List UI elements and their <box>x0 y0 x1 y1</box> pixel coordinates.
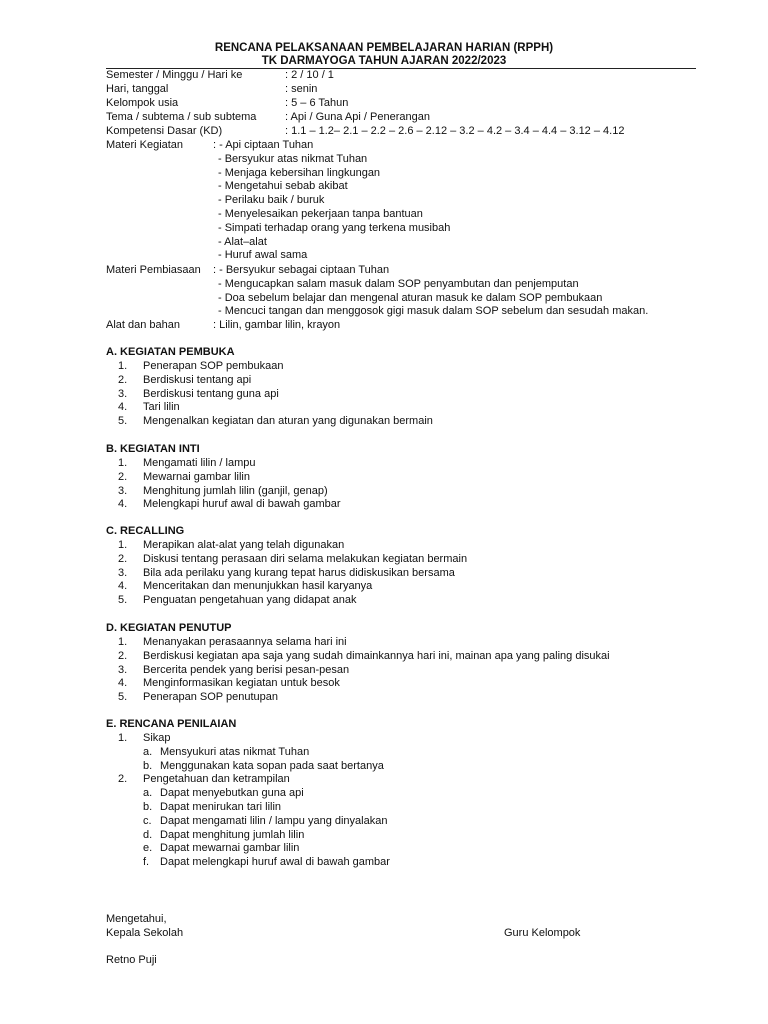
assessment-item: Mensyukuri atas nikmat Tuhan <box>160 745 310 758</box>
list-number: 2. <box>118 649 128 662</box>
assessment-item: Dapat menirukan tari lilin <box>160 801 282 813</box>
assessment-item: Dapat mengamati lilin / lampu yang dinyalakan <box>160 814 388 827</box>
list-number: 3. <box>118 566 128 579</box>
list-number: 2. <box>118 773 128 786</box>
list-number: 5. <box>118 415 128 428</box>
signature-name: Retno Puji <box>106 954 157 966</box>
info-label: Hari, tanggal <box>106 83 169 95</box>
list-letter: a. <box>143 745 153 758</box>
info-label: Kompetensi Dasar (KD) <box>106 125 223 137</box>
list-item: Penerapan SOP pembukaan <box>143 360 284 372</box>
assessment-item: Dapat melengkapi huruf awal di bawah gambar <box>160 856 390 869</box>
materi-kegiatan-label: Materi Kegiatan <box>106 139 184 151</box>
list-number: 2. <box>118 470 128 483</box>
list-item: Menghitung jumlah lilin (ganjil, genap) <box>143 484 328 497</box>
assessment-item: Dapat menghitung jumlah lilin <box>160 828 305 841</box>
info-label: Semester / Minggu / Hari ke <box>106 69 243 81</box>
materi-kegiatan-item: - Perilaku baik / buruk <box>218 194 325 207</box>
list-item: Penerapan SOP penutupan <box>143 691 278 704</box>
list-number: 4. <box>118 498 128 511</box>
materi-pembiasaan-item: : - Bersyukur sebagai ciptaan Tuhan <box>213 264 390 276</box>
materi-kegiatan-item: - Menyelesaikan pekerjaan tanpa bantuan <box>218 208 423 220</box>
list-number: 4. <box>118 401 128 414</box>
list-item: Bila ada perilaku yang kurang tepat harus didiskusikan bersama <box>143 566 455 579</box>
info-label: Tema / subtema / sub subtema <box>106 111 257 123</box>
materi-kegiatan-item: - Huruf awal sama <box>218 249 308 262</box>
section-heading: C. RECALLING <box>106 525 185 537</box>
list-letter: c. <box>143 814 152 827</box>
list-number: 4. <box>118 677 128 690</box>
list-item: Bercerita pendek yang berisi pesan-pesan <box>143 663 350 676</box>
section-heading: A. KEGIATAN PEMBUKA <box>106 346 235 358</box>
list-number: 3. <box>118 387 128 400</box>
materi-pembiasaan-item: - Doa sebelum belajar dan mengenal aturan masuk ke dalam SOP pembukaan <box>218 291 603 304</box>
section-heading: B. KEGIATAN INTI <box>106 443 200 455</box>
list-number: 1. <box>118 732 128 744</box>
list-number: 1. <box>118 457 128 469</box>
alat-bahan-value: : Lilin, gambar lilin, krayon <box>213 319 341 331</box>
list-number: 2. <box>118 552 128 565</box>
list-item: Berdiskusi tentang guna api <box>143 387 279 400</box>
list-letter: d. <box>143 828 153 841</box>
info-value: : Api / Guna Api / Penerangan <box>285 111 430 123</box>
list-letter: f. <box>143 856 150 869</box>
list-item: Tari lilin <box>143 401 180 414</box>
list-number: 5. <box>118 691 128 704</box>
list-number: 3. <box>118 663 128 676</box>
list-number: 2. <box>118 373 128 386</box>
list-number: 1. <box>118 539 128 551</box>
assessment-item: Dapat menyebutkan guna api <box>160 787 304 800</box>
document-subtitle: TK DARMAYOGA TAHUN AJARAN 2022/2023 <box>261 55 507 67</box>
list-item: Mengamati lilin / lampu <box>143 457 256 469</box>
signature-mengetahui: Mengetahui, <box>106 913 167 925</box>
list-number: 1. <box>118 636 128 648</box>
list-number: 3. <box>118 484 128 497</box>
signature-guru-kelompok: Guru Kelompok <box>504 927 581 939</box>
alat-bahan-label: Alat dan bahan <box>106 319 181 331</box>
list-item: Mengenalkan kegiatan dan aturan yang digunakan bermain <box>143 415 433 428</box>
materi-kegiatan-item: - Alat–alat <box>218 235 267 248</box>
materi-pembiasaan-label: Materi Pembiasaan <box>106 264 201 276</box>
materi-kegiatan-item: - Simpati terhadap orang yang terkena musibah <box>218 221 451 234</box>
list-letter: b. <box>143 801 153 813</box>
list-item: Menanyakan perasaannya selama hari ini <box>143 636 347 648</box>
assessment-item: Menggunakan kata sopan pada saat bertanya <box>160 759 384 772</box>
list-item: Melengkapi huruf awal di bawah gambar <box>143 498 341 511</box>
list-letter: e. <box>143 842 153 855</box>
assessment-group-title: Sikap <box>143 732 171 744</box>
assessment-group-title: Pengetahuan dan ketrampilan <box>143 773 290 786</box>
list-item: Mewarnai gambar lilin <box>143 470 250 483</box>
info-value: : 2 / 10 / 1 <box>285 69 334 81</box>
list-item: Berdiskusi kegiatan apa saja yang sudah dimainkannya hari ini, mainan apa yang paling disukai <box>143 649 610 662</box>
list-item: Menceritakan dan menunjukkan hasil karyanya <box>143 580 373 593</box>
list-letter: a. <box>143 787 153 800</box>
materi-pembiasaan-item: - Mengucapkan salam masuk dalam SOP penyambutan dan penjemputan <box>218 277 579 290</box>
info-value: : 1.1 – 1.2– 2.1 – 2.2 – 2.6 – 2.12 – 3.2 – 4.2 – 3.4 – 4.4 – 3.12 – 4.12 <box>285 125 625 137</box>
list-item: Penguatan pengetahuan yang didapat anak <box>143 594 357 607</box>
info-value: : 5 – 6 Tahun <box>285 97 349 109</box>
materi-kegiatan-item: : - Api ciptaan Tuhan <box>213 139 314 151</box>
list-item: Diskusi tentang perasaan diri selama melakukan kegiatan bermain <box>143 552 468 565</box>
list-letter: b. <box>143 759 153 772</box>
materi-pembiasaan-item: - Mencuci tangan dan menggosok gigi masuk dalam SOP sebelum dan sesudah makan. <box>218 305 649 318</box>
list-number: 1. <box>118 360 128 372</box>
list-item: Menginformasikan kegiatan untuk besok <box>143 677 340 690</box>
materi-kegiatan-item: - Mengetahui sebab akibat <box>218 180 348 193</box>
section-heading: E. RENCANA PENILAIAN <box>106 718 237 730</box>
info-label: Kelompok usia <box>106 97 179 109</box>
section-heading: D. KEGIATAN PENUTUP <box>106 622 232 634</box>
info-value: : senin <box>285 83 318 95</box>
materi-kegiatan-item: - Bersyukur atas nikmat Tuhan <box>218 152 368 165</box>
document-title: RENCANA PELAKSANAAN PEMBELAJARAN HARIAN (RPPH) <box>214 42 554 54</box>
materi-kegiatan-item: - Menjaga kebersihan lingkungan <box>218 166 381 179</box>
list-number: 4. <box>118 580 128 593</box>
list-item: Merapikan alat-alat yang telah digunakan <box>143 539 345 551</box>
list-item: Berdiskusi tentang api <box>143 373 252 386</box>
assessment-item: Dapat mewarnai gambar lilin <box>160 842 300 855</box>
signature-kepala-sekolah: Kepala Sekolah <box>106 927 184 939</box>
list-number: 5. <box>118 594 128 607</box>
